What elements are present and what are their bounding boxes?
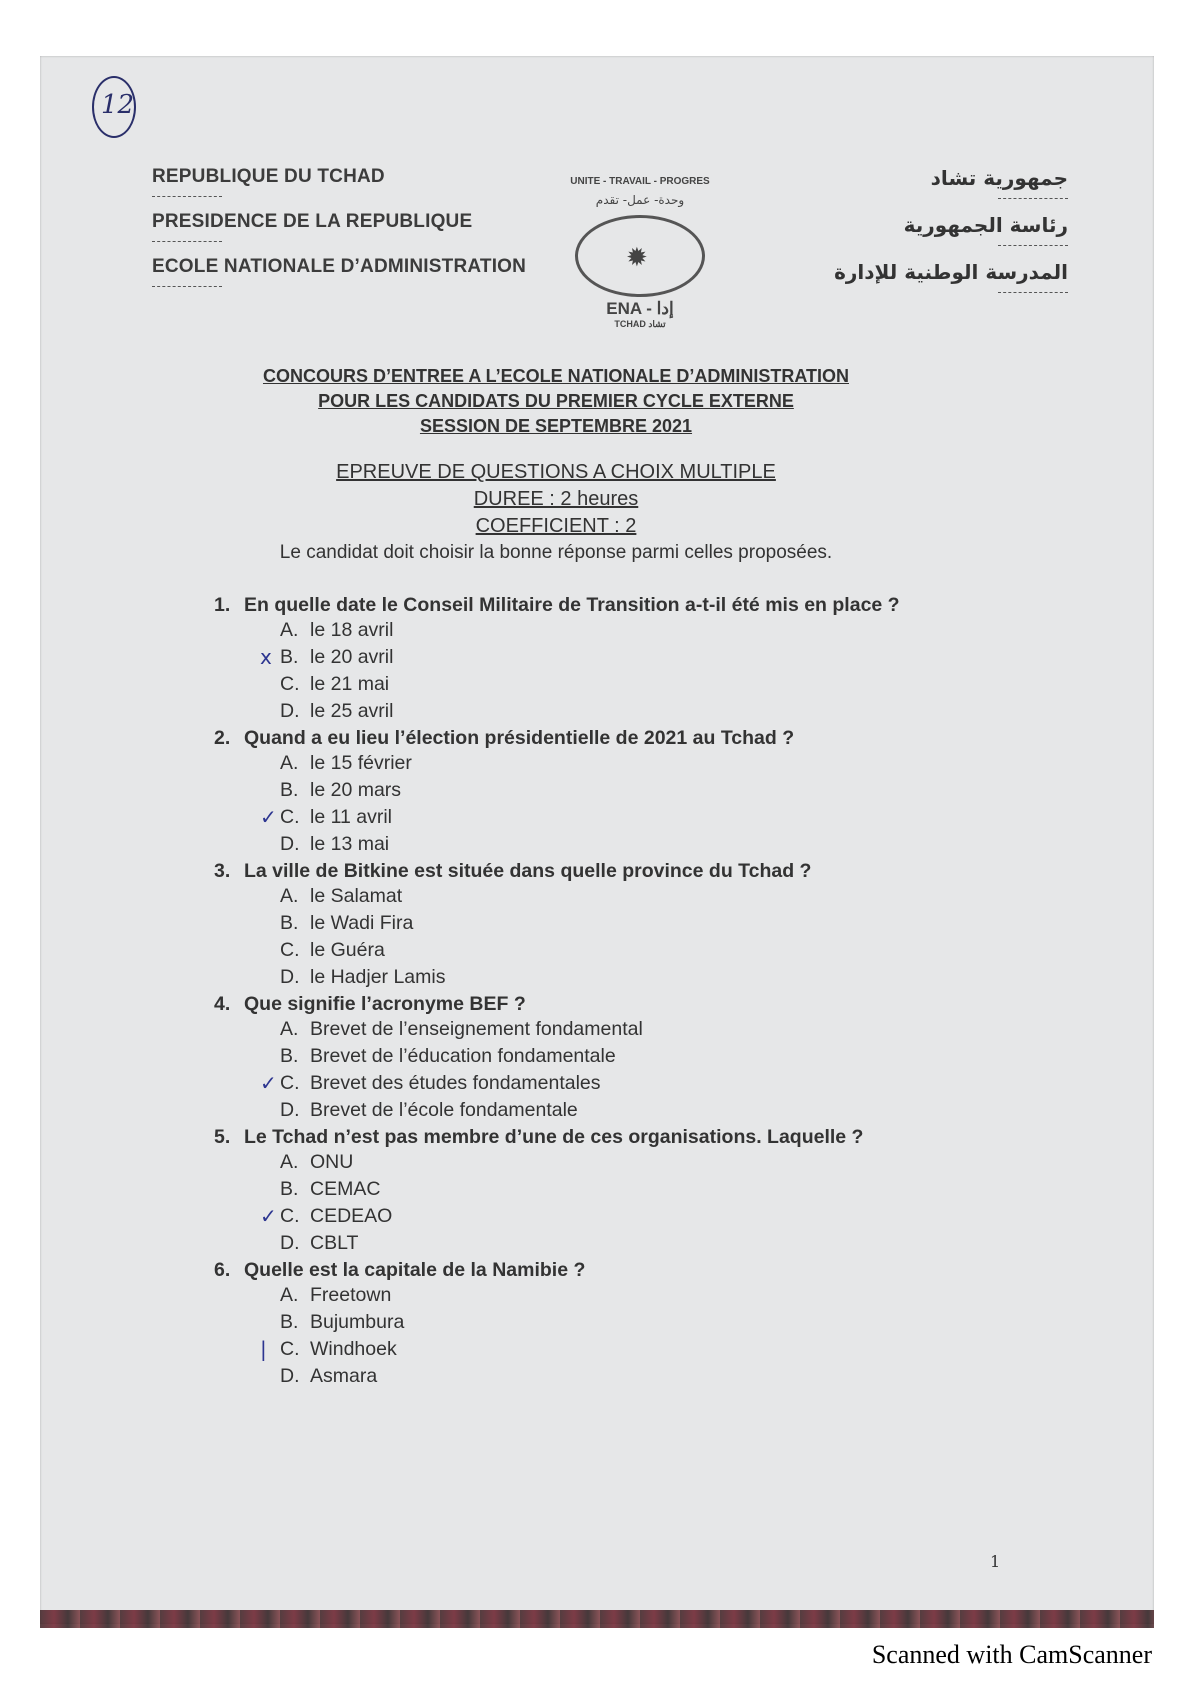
question-text: En quelle date le Conseil Militaire de Transition a-t-il été mis en place ?: [244, 594, 900, 616]
title-line-3: SESSION DE SEPTEMBRE 2021: [419, 416, 693, 436]
divider: [998, 245, 1068, 246]
option-letter: D.: [280, 1232, 300, 1254]
question-list: [214, 594, 1054, 1392]
option-text: le 15 février: [310, 752, 412, 774]
option-letter: C.: [280, 806, 300, 828]
option-letter: C.: [280, 1338, 300, 1360]
option-list: [260, 1282, 1054, 1390]
question-text-row: [214, 1259, 1054, 1282]
question-item: [214, 993, 1054, 1124]
answer-option: [280, 1016, 1054, 1043]
option-letter: A.: [280, 1151, 299, 1173]
option-letter: C.: [280, 1072, 300, 1094]
option-list: [280, 883, 1054, 991]
option-letter: A.: [280, 1018, 299, 1040]
header-right-line-1: جمهورية تشاد: [930, 166, 1068, 190]
option-text: CBLT: [310, 1232, 359, 1254]
option-text: le 20 avril: [310, 646, 394, 668]
answer-option: [280, 1363, 1054, 1390]
answer-option: [280, 1097, 1054, 1124]
option-text: CEDEAO: [310, 1205, 393, 1227]
divider: [152, 286, 222, 287]
question-text: Le Tchad n’est pas membre d’une de ces organisations. Laquelle ?: [244, 1126, 864, 1148]
question-item: [214, 727, 1054, 858]
option-text: Brevet de l’école fondamentale: [310, 1099, 578, 1121]
option-letter: C.: [280, 939, 300, 961]
answer-option: [260, 1336, 1054, 1363]
background-rug: [40, 1610, 1154, 1628]
answer-option: [280, 937, 1054, 964]
answer-option: [280, 910, 1054, 937]
answer-option: [260, 1203, 1054, 1230]
school-emblem-icon: [575, 215, 705, 297]
option-text: Freetown: [310, 1284, 392, 1306]
header-left: [152, 166, 526, 301]
header-left-line-1: REPUBLIQUE DU TCHAD: [152, 166, 385, 187]
answer-option: [280, 964, 1054, 991]
emblem-label: ENA - إدا: [606, 299, 674, 318]
option-letter: A.: [280, 885, 299, 907]
option-text: CEMAC: [310, 1178, 381, 1200]
question-number: 3.: [214, 860, 231, 882]
header-left-line-2: PRESIDENCE DE LA REPUBLIQUE: [152, 211, 473, 232]
option-list: [260, 617, 1054, 725]
answer-option: [280, 698, 1054, 725]
motto: UNITE - TRAVAIL - PROGRES: [570, 176, 710, 187]
answer-option: [280, 1043, 1054, 1070]
option-letter: B.: [280, 1178, 299, 1200]
question-text-row: [214, 594, 1054, 617]
divider: [152, 196, 222, 197]
option-letter: D.: [280, 700, 300, 722]
option-letter: C.: [280, 1205, 300, 1227]
question-number: 1.: [214, 594, 231, 616]
answer-option: [280, 1282, 1054, 1309]
answer-option: [280, 1176, 1054, 1203]
option-list: [260, 750, 1054, 858]
option-letter: C.: [280, 673, 300, 695]
emblem-sub-label: TCHAD تشاد: [614, 319, 666, 329]
handwritten-mark-icon: ✓: [260, 1204, 277, 1228]
option-list: [260, 1149, 1054, 1257]
question-text: Que signifie l’acronyme BEF ?: [244, 993, 526, 1015]
exam-titles: [196, 366, 916, 564]
option-text: le Guéra: [310, 939, 385, 961]
question-text-row: [214, 860, 1054, 883]
option-letter: A.: [280, 1284, 299, 1306]
option-letter: B.: [280, 1311, 299, 1333]
option-letter: A.: [280, 752, 299, 774]
question-number: 6.: [214, 1259, 231, 1281]
question-item: [214, 1126, 1054, 1257]
option-text: Brevet de l’enseignement fondamental: [310, 1018, 643, 1040]
option-letter: B.: [280, 646, 299, 668]
coefficient: COEFFICIENT : 2: [475, 515, 637, 537]
option-text: le Wadi Fira: [310, 912, 414, 934]
answer-option: [280, 1230, 1054, 1257]
option-text: le 21 mai: [310, 673, 390, 695]
handwritten-mark-icon: ✓: [260, 1071, 277, 1095]
option-list: [260, 1016, 1054, 1124]
header-right-line-2: رئاسة الجمهورية: [903, 213, 1068, 237]
motto-arabic: وحدة- عمل- تقدم: [595, 193, 685, 207]
header-right-line-3: المدرسة الوطنية للإدارة: [834, 260, 1068, 284]
scanner-watermark: Scanned with CamScanner: [871, 1640, 1152, 1669]
answer-option: [280, 750, 1054, 777]
question-text: Quand a eu lieu l’élection présidentielle de 2021 au Tchad ?: [244, 727, 795, 749]
answer-option: [280, 1309, 1054, 1336]
option-text: le 25 avril: [310, 700, 394, 722]
answer-option: [280, 831, 1054, 858]
header-center: [540, 176, 740, 330]
question-text: Quelle est la capitale de la Namibie ?: [244, 1259, 586, 1281]
question-number: 4.: [214, 993, 231, 1015]
question-text-row: [214, 993, 1054, 1016]
option-text: le Hadjer Lamis: [310, 966, 446, 988]
option-letter: D.: [280, 966, 300, 988]
handwritten-mark-icon: x: [260, 645, 272, 669]
instruction: Le candidat doit choisir la bonne réponse parmi celles proposées.: [279, 542, 833, 563]
circle-mark-text: 12: [101, 90, 135, 120]
option-text: Windhoek: [310, 1338, 397, 1360]
answer-option: [280, 671, 1054, 698]
answer-option: [280, 883, 1054, 910]
option-text: le 20 mars: [310, 779, 402, 801]
option-letter: A.: [280, 619, 299, 641]
page-number: 1: [990, 1552, 1001, 1571]
divider: [998, 292, 1068, 293]
question-item: [214, 1259, 1054, 1390]
option-letter: D.: [280, 1099, 300, 1121]
answer-option: [260, 804, 1054, 831]
answer-option: [280, 777, 1054, 804]
emblem-sun-icon: ✹: [626, 242, 648, 272]
option-text: le Salamat: [310, 885, 403, 907]
answer-option: [280, 1149, 1054, 1176]
question-number: 2.: [214, 727, 231, 749]
handwritten-circle-mark: [92, 76, 136, 138]
question-item: [214, 594, 1054, 725]
option-letter: B.: [280, 912, 299, 934]
handwritten-mark-icon: |: [260, 1337, 267, 1361]
question-text-row: [214, 1126, 1054, 1149]
option-letter: B.: [280, 1045, 299, 1067]
question-text-row: [214, 727, 1054, 750]
option-letter: B.: [280, 779, 299, 801]
option-letter: D.: [280, 833, 300, 855]
option-text: Brevet de l’éducation fondamentale: [310, 1045, 616, 1067]
option-letter: D.: [280, 1365, 300, 1387]
option-text: Brevet des études fondamentales: [310, 1072, 601, 1094]
question-item: [214, 860, 1054, 991]
divider: [152, 241, 222, 242]
option-text: le 13 mai: [310, 833, 390, 855]
option-text: ONU: [310, 1151, 354, 1173]
title-line-2: POUR LES CANDIDATS DU PREMIER CYCLE EXTERNE: [318, 391, 794, 411]
option-text: Asmara: [310, 1365, 378, 1387]
answer-option: [260, 1070, 1054, 1097]
epreuve-title: EPREUVE DE QUESTIONS A CHOIX MULTIPLE: [336, 461, 776, 483]
option-text: le 18 avril: [310, 619, 394, 641]
question-text: La ville de Bitkine est située dans quelle province du Tchad ?: [244, 860, 812, 882]
option-text: Bujumbura: [310, 1311, 405, 1333]
title-line-1: CONCOURS D’ENTREE A L’ECOLE NATIONALE D’ADMINISTRATION: [262, 366, 849, 386]
duration: DUREE : 2 heures: [473, 488, 639, 510]
divider: [998, 198, 1068, 199]
header-right: [834, 166, 1068, 307]
handwritten-mark-icon: ✓: [260, 805, 277, 829]
header-left-line-3: ECOLE NATIONALE D’ADMINISTRATION: [152, 256, 527, 277]
answer-option: [280, 617, 1054, 644]
option-text: le 11 avril: [310, 806, 393, 828]
answer-option: [260, 644, 1054, 671]
question-number: 5.: [214, 1126, 231, 1148]
